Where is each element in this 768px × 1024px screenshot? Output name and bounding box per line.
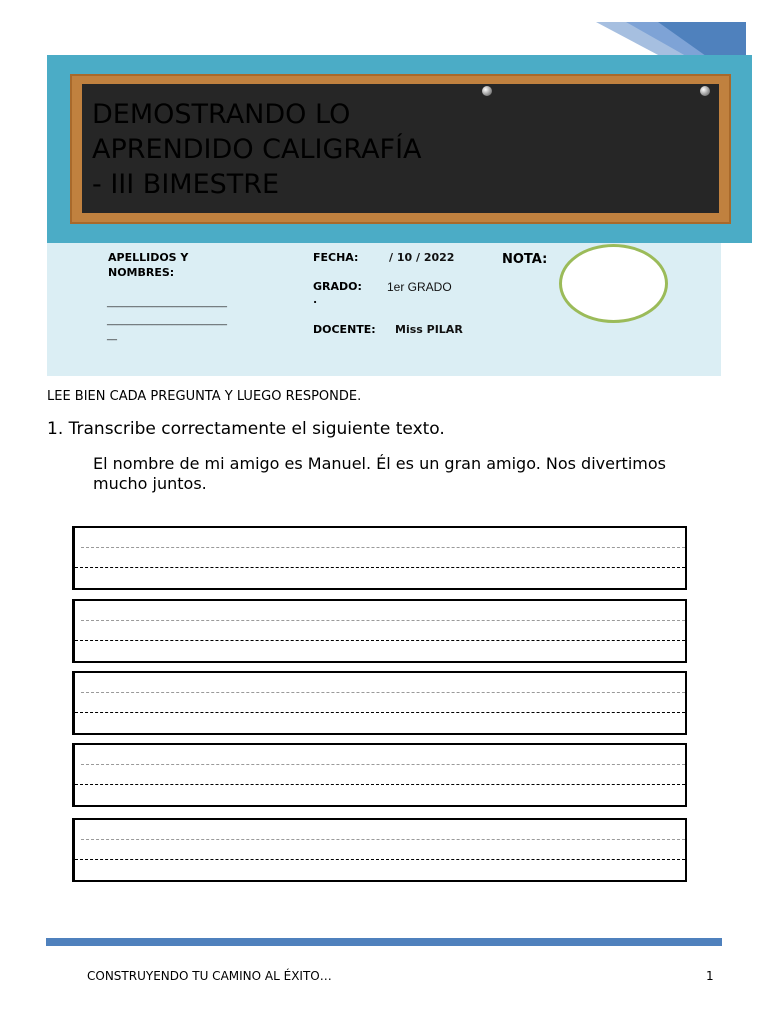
footer-text: CONSTRUYENDO TU CAMINO AL ÉXITO… [87, 969, 332, 983]
teacher-label: DOCENTE: [313, 323, 376, 336]
writing-box[interactable] [72, 671, 687, 735]
page-title: DEMOSTRANDO LO APRENDIDO CALIGRAFÍA - III BIMESTRE [92, 99, 422, 200]
guide-line-top [81, 764, 685, 765]
date-label: FECHA: [313, 251, 359, 264]
corner-decoration [596, 22, 746, 56]
pin-icon [482, 86, 492, 96]
teacher-value: Miss PILAR [395, 323, 463, 336]
grade-value: 1er GRADO [387, 280, 452, 294]
writing-box[interactable] [72, 599, 687, 663]
guide-line-mid [75, 640, 685, 641]
guide-line-mid [75, 712, 685, 713]
name-blank-line[interactable]: ________________________ [107, 315, 227, 326]
date-value: / 10 / 2022 [389, 251, 455, 264]
question-1: 1. Transcribe correctamente el siguiente texto. [47, 419, 445, 439]
guide-line-top [81, 620, 685, 621]
footer-bar [46, 938, 722, 946]
writing-box[interactable] [72, 818, 687, 882]
name-blank-line[interactable]: ________________________ [107, 297, 227, 308]
names-label: APELLIDOS Y NOMBRES: [108, 251, 189, 279]
grade-dot: . [313, 293, 318, 306]
page-number: 1 [706, 969, 714, 983]
score-circle[interactable] [559, 244, 668, 323]
instructions: LEE BIEN CADA PREGUNTA Y LUEGO RESPONDE. [47, 389, 362, 404]
guide-line-mid [75, 859, 685, 860]
guide-line-top [81, 547, 685, 548]
pin-icon [700, 86, 710, 96]
grade-label: GRADO: [313, 280, 362, 293]
guide-line-top [81, 839, 685, 840]
name-blank-line[interactable]: __ [107, 330, 117, 341]
writing-box[interactable] [72, 526, 687, 590]
score-label: NOTA: [502, 252, 548, 267]
guide-line-mid [75, 567, 685, 568]
guide-line-top [81, 692, 685, 693]
guide-line-mid [75, 784, 685, 785]
passage-text: El nombre de mi amigo es Manuel. Él es un gran amigo. Nos divertimos mucho juntos. [93, 454, 666, 493]
writing-box[interactable] [72, 743, 687, 807]
